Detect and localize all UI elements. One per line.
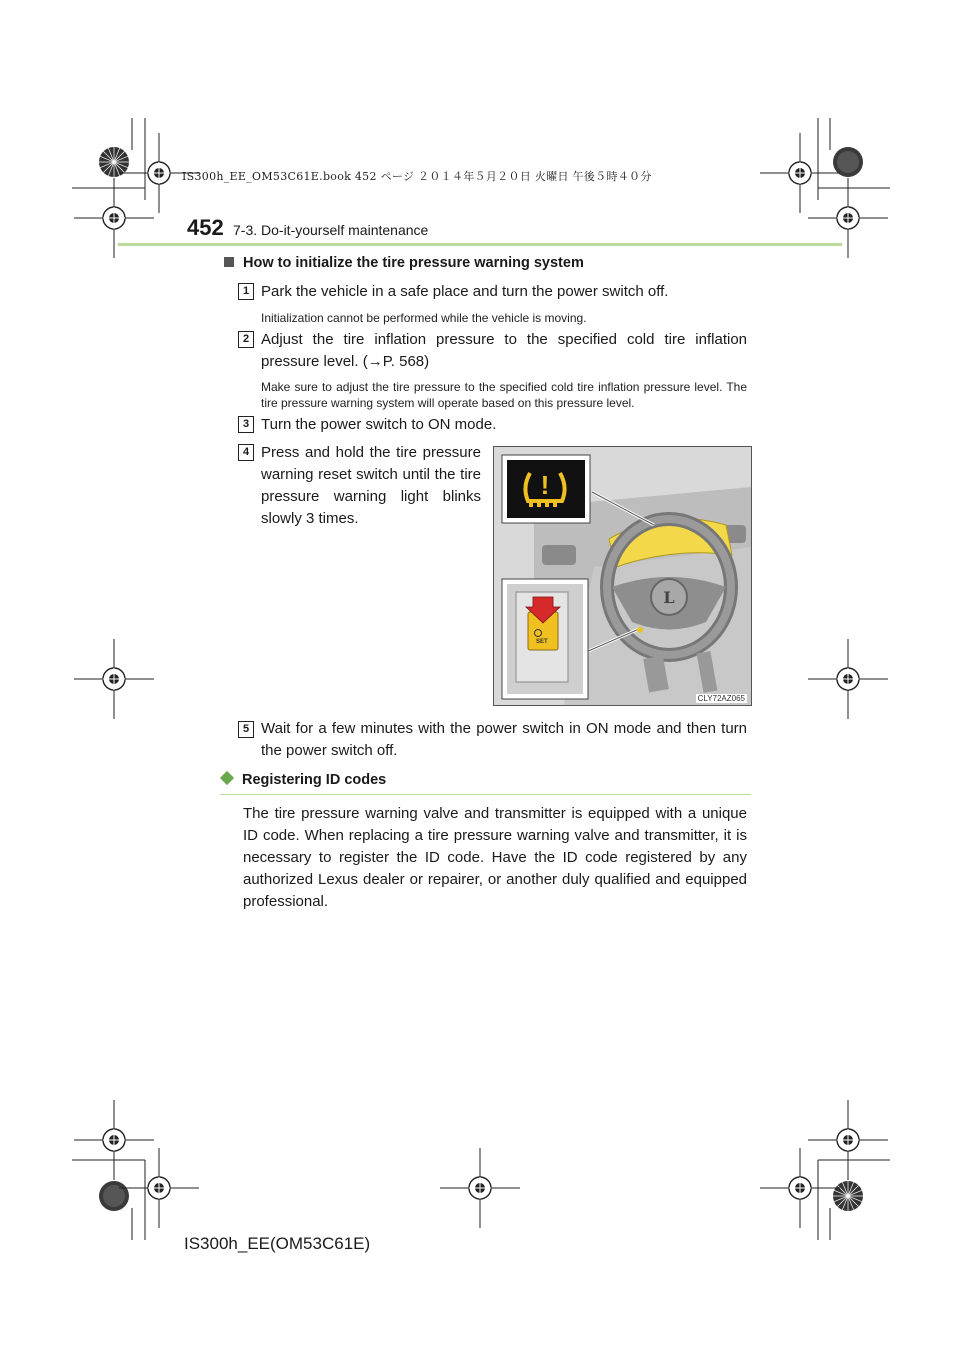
page-number: 452	[187, 215, 224, 240]
step-5-text: Wait for a few minutes with the power switch in ON mode and then turn the power switch off.	[261, 720, 747, 759]
step-2-note: Make sure to adjust the tire pressure to the specified cold tire inflation pressure level. The tire pressure warning system will operate based on this pressure level.	[261, 380, 747, 410]
step-number-2: 2	[238, 331, 254, 348]
procedure-heading	[224, 255, 584, 271]
dashboard-illustration	[493, 446, 752, 706]
subsection-rule	[220, 794, 751, 795]
square-bullet-icon	[224, 257, 234, 267]
step-4-text: Press and hold the tire pressure warning reset switch until the tire pressure warning light blinks slowly 3 times.	[261, 444, 481, 527]
print-info: IS300h_EE_OM53C61E.book 452 ページ ２０１４年５月２０日 火曜日 午後５時４０分	[182, 170, 652, 183]
subsection-title: Registering ID codes	[242, 772, 387, 788]
header-rule	[118, 243, 842, 246]
step-number-5: 5	[238, 721, 254, 738]
step-number-3: 3	[238, 416, 254, 433]
step-number-4: 4	[238, 444, 254, 461]
set-switch-label: SET	[536, 639, 548, 645]
procedure-heading-text: How to initialize the tire pressure warning system	[243, 255, 584, 271]
section-title: 7-3. Do-it-yourself maintenance	[233, 222, 429, 238]
subsection-paragraph: The tire pressure warning valve and transmitter is equipped with a unique ID code. When replacing a tire pressure warning valve and transmitter, it is necessary to register the ID code. Have the ID code registered by any authorized Lexus dealer or repairer, or another duly qualified and equipped professional.	[243, 805, 747, 910]
step-number-1: 1	[238, 283, 254, 300]
footer-code: IS300h_EE(OM53C61E)	[184, 1234, 371, 1253]
svg-text:L: L	[663, 588, 675, 607]
tire-pressure-warning-icon	[520, 469, 570, 509]
step-1-note: Initialization cannot be performed while the vehicle is moving.	[261, 311, 587, 325]
step-1-text: Park the vehicle in a safe place and turn the power switch off.	[261, 283, 669, 300]
step-2-text: Adjust the tire inflation pressure to the specified cold tire inflation pressure level. (→P. 568)	[261, 331, 747, 370]
diamond-bullet-icon	[220, 771, 234, 785]
figure-code: CLY72AZ065	[697, 694, 745, 703]
subsection-heading	[220, 772, 386, 788]
step-3-text: Turn the power switch to ON mode.	[261, 416, 497, 433]
warning-exclamation: !	[540, 470, 550, 500]
